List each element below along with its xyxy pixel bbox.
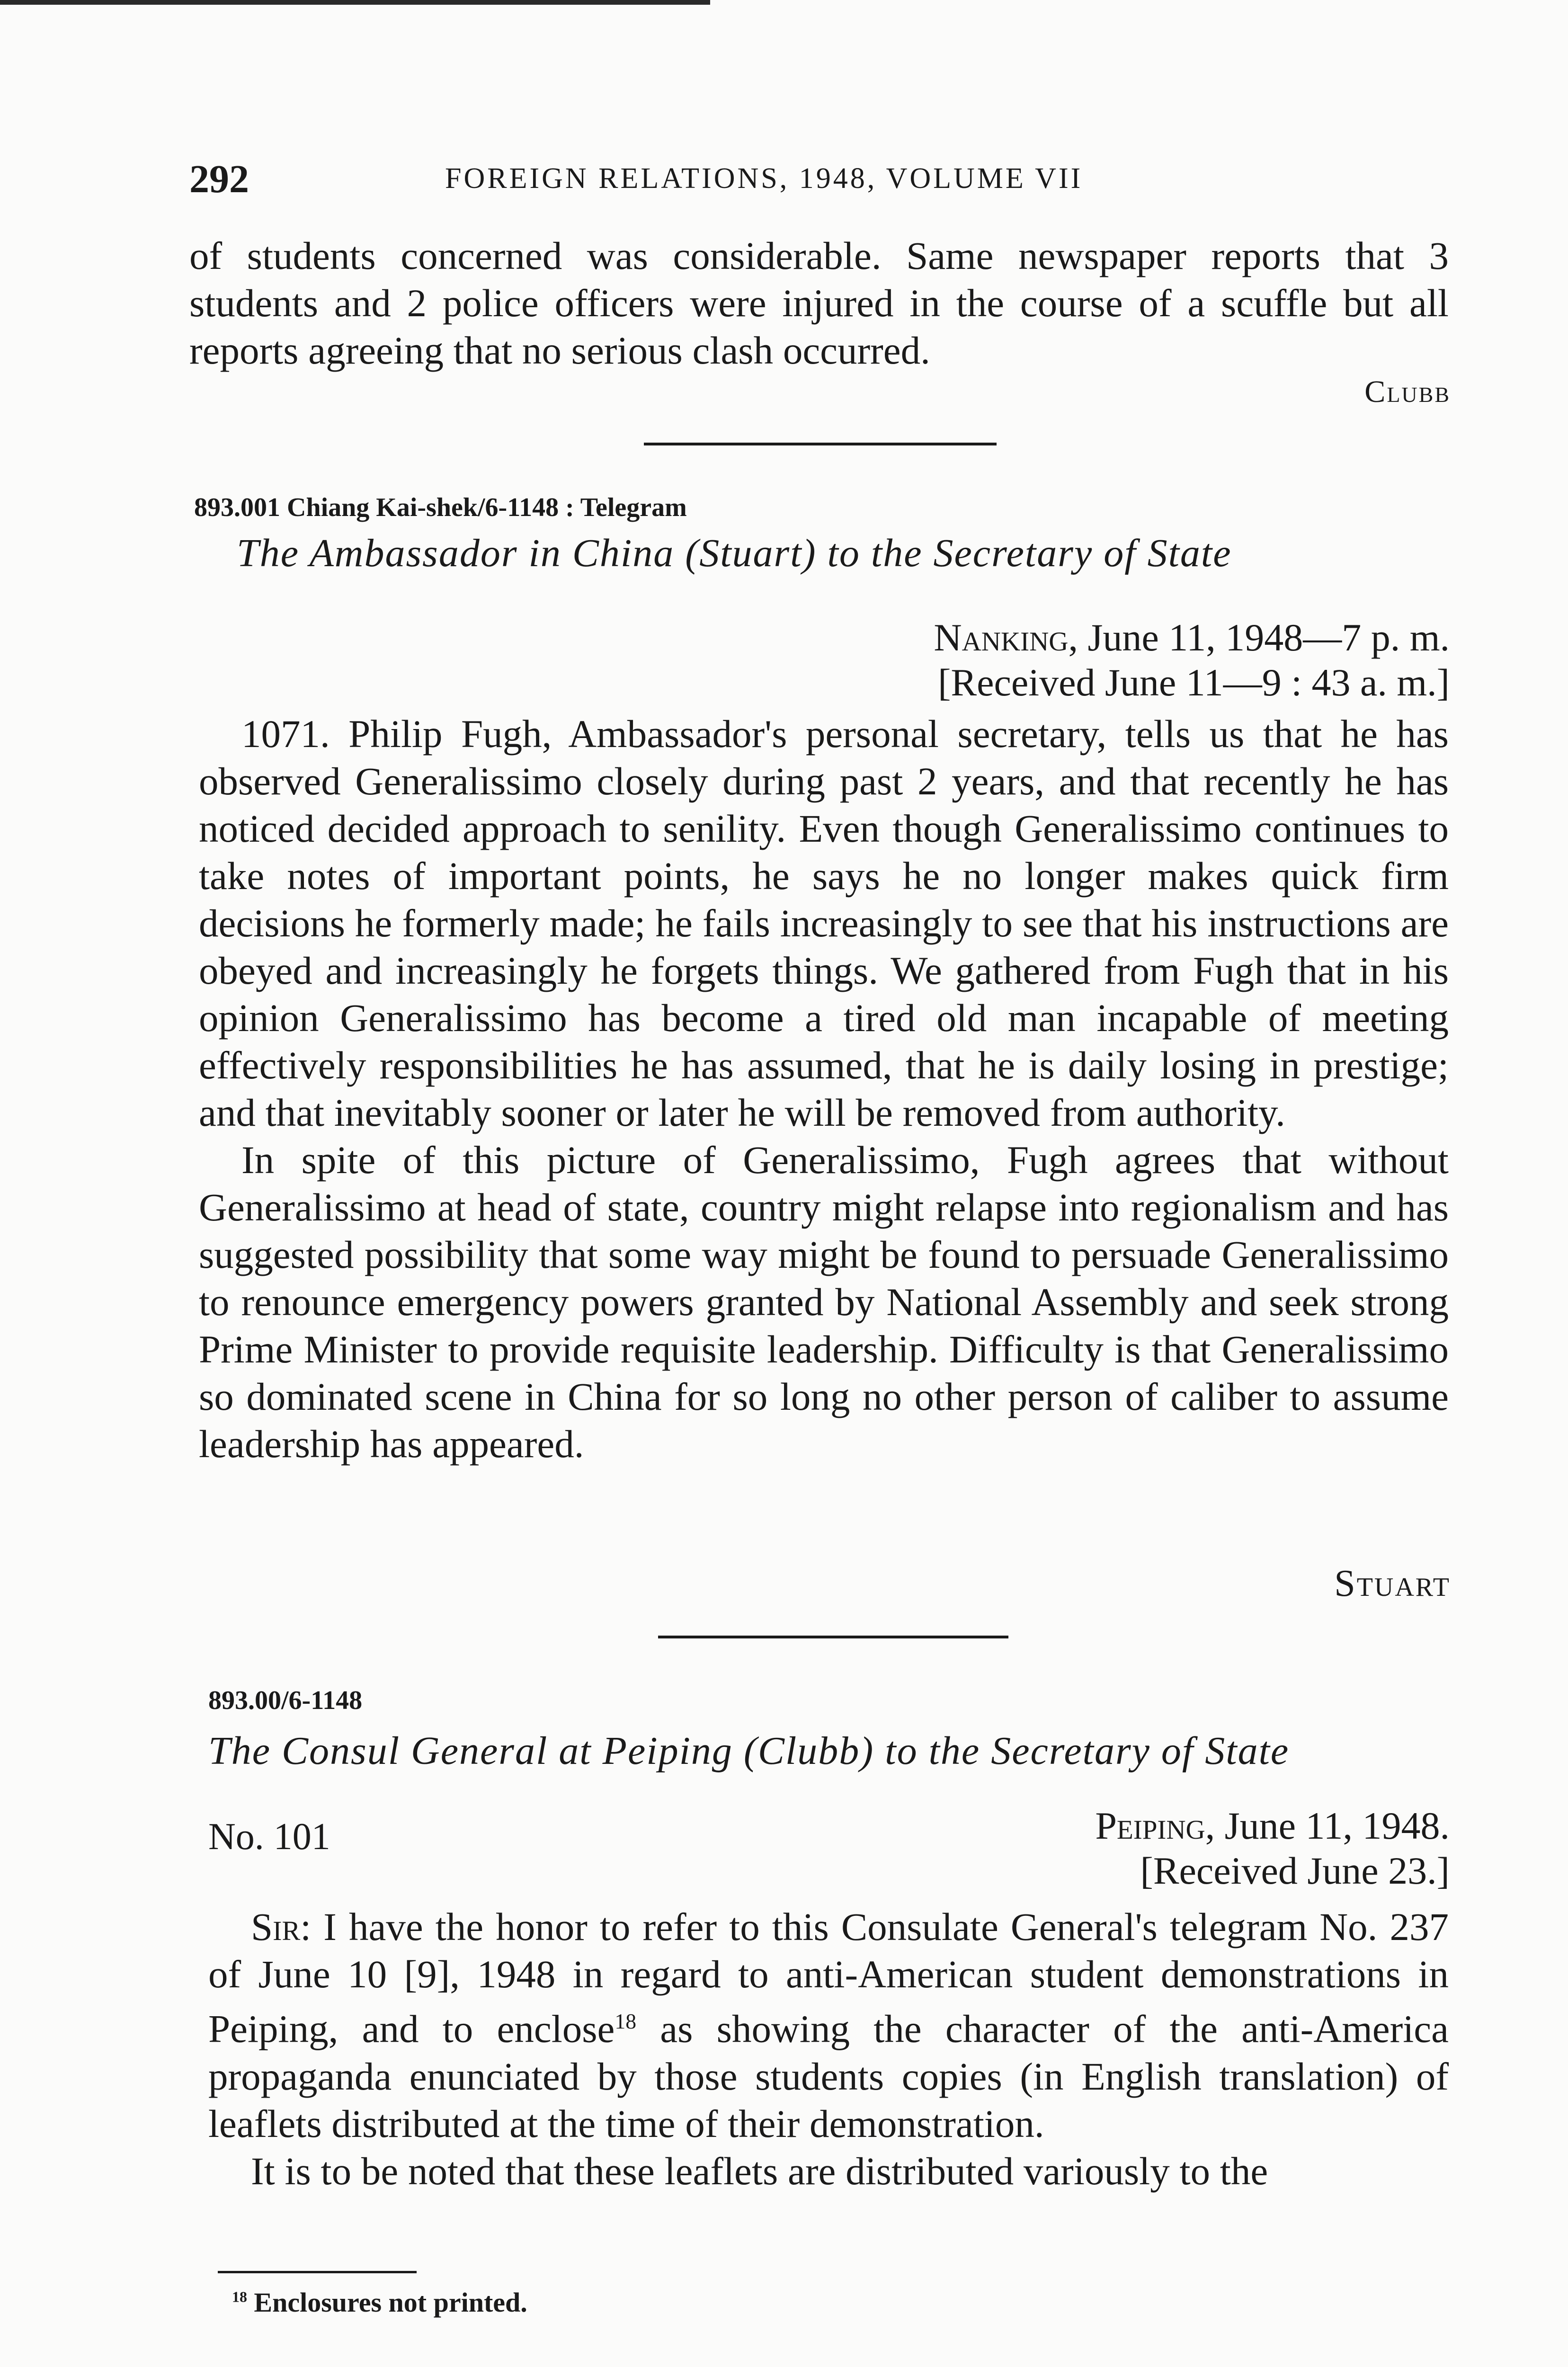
file-reference: 893.00/6-1148	[208, 1686, 363, 1715]
footnote-reference: 18	[615, 2009, 637, 2033]
body-paragraph: In spite of this picture of Generalissimo, Fugh agrees that without Generalissimo at head of state, country might relapse into regionalism and has suggested possibility that some way might be found to persuade Generalissimo to renounce emergency powers granted by National Assembly and seek strong Prime Minister to provide requisite leadership. Difficulty is that Generalissimo so dominated scene in China for so long no other person of caliber to assume leadership has appeared.	[199, 1138, 1449, 1466]
footnote-rule	[218, 2271, 417, 2273]
document-body	[199, 710, 1449, 1468]
received-line: [Received June 23.]	[1140, 1849, 1450, 1892]
body-paragraph: 1071. Philip Fugh, Ambassador's personal secretary, tells us that he has observed Generalissimo closely during past 2 years, and that recently he has noticed decided approach to senility. Even though Generalissimo continues to take notes of important points, he says he no longer makes quick firm decisions he formerly made; he fails increasingly to see that his instructions are obeyed and increasingly he forgets things. We gathered from Fugh that in his opinion Generalissimo has become a tired old man incapable of meeting effectively responsibilities he has assumed, that he is daily losing in prestige; and that inevitably sooner or later he will be removed from authority.	[199, 712, 1449, 1134]
place-date-line	[934, 615, 1450, 660]
continuation-block	[189, 232, 1449, 374]
footnote-text: Enclosures not printed.	[247, 2287, 527, 2318]
continuation-paragraph: of students concerned was considerable. Same newspaper reports that 3 students and 2 police officers were injured in the course of a scuffle but all reports agreeing that no serious clash occurred.	[189, 234, 1449, 372]
signature-stuart: Stuart	[1334, 1563, 1451, 1604]
running-title: FOREIGN RELATIONS, 1948, VOLUME VII	[445, 162, 1083, 195]
salutation: Sir	[251, 1905, 301, 1949]
footnote	[232, 2287, 527, 2318]
footnote-mark: 18	[232, 2288, 247, 2305]
signature-clubb: Clubb	[1364, 374, 1451, 409]
document-title: The Consul General at Peiping (Clubb) to the Secretary of State	[208, 1729, 1290, 1773]
place-name: Peiping	[1095, 1804, 1205, 1847]
received-line: [Received June 11—9 : 43 a. m.]	[938, 661, 1450, 704]
page-number: 292	[189, 157, 249, 201]
section-divider	[644, 443, 997, 445]
body-paragraph	[208, 1903, 1449, 2147]
section-divider	[658, 1636, 1008, 1638]
document-number: No. 101	[208, 1816, 330, 1858]
dateline: , June 11, 1948.	[1205, 1804, 1450, 1847]
file-reference: 893.001 Chiang Kai-shek/6-1148 : Telegram	[194, 493, 687, 522]
running-head	[189, 156, 1468, 204]
scan-top-edge	[0, 0, 710, 5]
document-body	[208, 1903, 1449, 2195]
body-text: as showing the character of the anti-America propaganda enunciated by those students copies (in English translation) of leaflets distributed at the time of their demonstration.	[208, 2007, 1449, 2145]
place-date-line	[1095, 1804, 1450, 1848]
body-text: : I have the honor to refer to this Consulate General's telegram No. 237 of June 10 [9], 1948 in regard to anti-American student demonstrations in Peiping, and to enclose	[208, 1905, 1449, 2051]
place-name: Nanking	[934, 616, 1069, 659]
document-title: The Ambassador in China (Stuart) to the Secretary of State	[237, 531, 1232, 575]
dateline: , June 11, 1948—7 p. m.	[1068, 616, 1450, 659]
body-paragraph: It is to be noted that these leaflets are distributed variously to the	[251, 2149, 1268, 2193]
